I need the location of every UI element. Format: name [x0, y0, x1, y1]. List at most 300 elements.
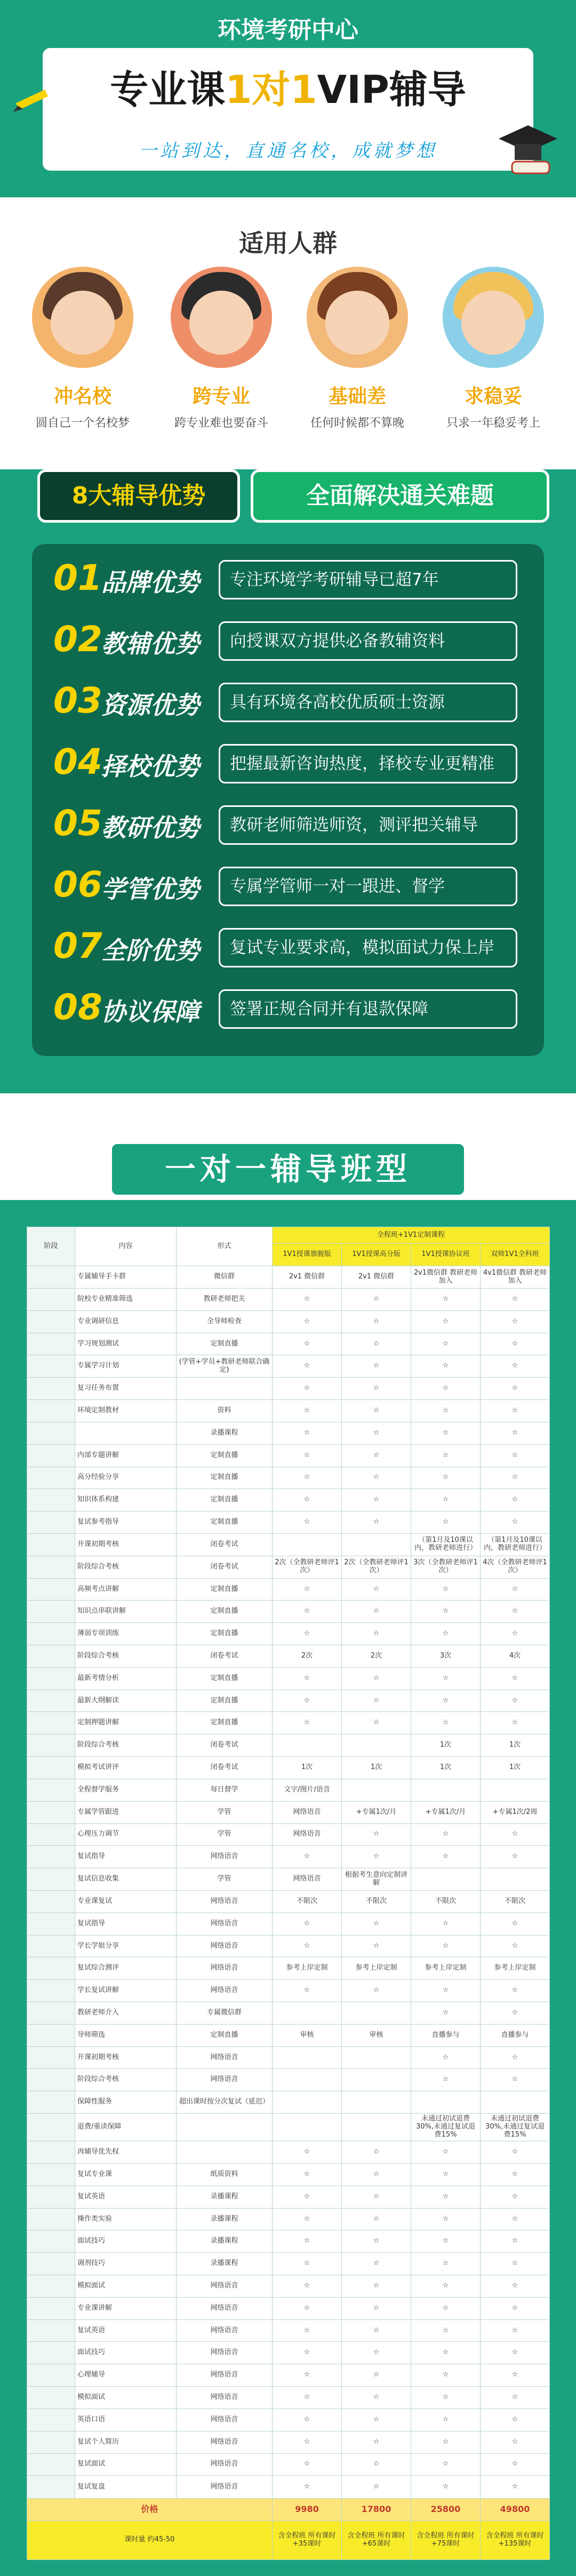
table-cell: ☆ [481, 2230, 550, 2253]
table-row [27, 1913, 550, 1935]
table-cell: 薄弱专项训练 [75, 1623, 177, 1645]
table-cell: ☆ [411, 2069, 481, 2091]
table-plan-row: 1V1授课旗舰版 1V1授课高分版 1V1授课协议班 双师1V1全科班 [27, 1244, 550, 1266]
table-row [27, 1823, 550, 1846]
advantages-panel [32, 544, 544, 1056]
table-cell: ☆ [342, 2163, 411, 2186]
table-cell [481, 1868, 550, 1891]
stage-cell [27, 1913, 75, 1935]
stage-cell [27, 1400, 75, 1422]
table-cell: 学长学姐分享 [75, 1935, 177, 1957]
table-cell: 4次 [481, 1645, 550, 1668]
table-row [27, 2253, 550, 2275]
table-cell: 直播参与 [411, 2024, 481, 2046]
table-cell: 定制直播 [177, 1712, 273, 1734]
table-cell: 定制直播 [177, 1623, 273, 1645]
stage-cell [27, 2476, 75, 2499]
table-cell: 根据考生意向定制讲解 [342, 1868, 411, 1891]
table-cell: 不限次 [481, 1890, 550, 1913]
table-cell: 复试面试 [75, 2453, 177, 2476]
table-cell: ☆ [411, 2208, 481, 2230]
table-cell: 学管 [177, 1801, 273, 1823]
table-cell: 阶段综合考核 [75, 1556, 177, 1578]
stage-cell [27, 1980, 75, 2002]
table-cell: 网络语音 [273, 1823, 342, 1846]
table-cell: ☆ [342, 1355, 411, 1378]
table-cell: 网络语音 [177, 2387, 273, 2409]
table-cell: ☆ [273, 2141, 342, 2164]
table-cell: ☆ [273, 2387, 342, 2409]
table-cell [273, 1533, 342, 1556]
table-cell: 录播课程 [177, 2230, 273, 2253]
table-cell: 高频考点讲解 [75, 1578, 177, 1601]
table-cell: ☆ [481, 1467, 550, 1489]
table-cell: +专属1次/月 [342, 1801, 411, 1823]
audience-list [0, 267, 576, 430]
table-cell: ☆ [411, 1913, 481, 1935]
table-cell: ☆ [411, 2141, 481, 2164]
table-cell [273, 1734, 342, 1757]
stage-cell [27, 1467, 75, 1489]
table-cell: ☆ [481, 2476, 550, 2499]
table-cell: ☆ [342, 1667, 411, 1690]
stage-cell [27, 2387, 75, 2409]
stage-cell [27, 2046, 75, 2069]
advantages-title-right: 全面解决通关难题 [251, 469, 549, 523]
table-cell: 审核 [342, 2024, 411, 2046]
table-row [27, 1757, 550, 1779]
table-cell: 网络语音 [177, 2046, 273, 2069]
table-cell: ☆ [342, 2230, 411, 2253]
stage-cell [27, 1623, 75, 1645]
table-cell: 纸质资料 [177, 2163, 273, 2186]
table-cell: ☆ [411, 2253, 481, 2275]
table-cell: ☆ [342, 1378, 411, 1400]
table-cell: ☆ [481, 2163, 550, 2186]
table-cell: 内部专题讲解 [75, 1444, 177, 1467]
table-cell: ☆ [273, 2163, 342, 2186]
table-cell: 定制直播 [177, 1333, 273, 1355]
advantage-row: 01 品牌优势 专注环境学考研辅导已超7年 [53, 555, 533, 606]
stage-cell [27, 1779, 75, 1801]
table-cell: 2次（全教研老师评1次） [273, 1556, 342, 1578]
table-cell: ☆ [273, 2275, 342, 2298]
table-cell [177, 1378, 273, 1400]
table-cell: 网络语音 [177, 1890, 273, 1913]
table-cell: ☆ [411, 1667, 481, 1690]
table-cell: ☆ [481, 1400, 550, 1422]
table-cell: ☆ [411, 2297, 481, 2319]
table-cell: 定制直播 [177, 1467, 273, 1489]
table-cell: ☆ [411, 2409, 481, 2431]
table-row [27, 1846, 550, 1868]
table-row [27, 2114, 550, 2141]
table-cell: ☆ [273, 1980, 342, 2002]
table-cell: 专业课复试 [75, 1890, 177, 1913]
table-row [27, 1489, 550, 1511]
table-cell: 阶段综合考核 [75, 1645, 177, 1668]
stage-cell [27, 2186, 75, 2208]
table-cell: ☆ [273, 1712, 342, 1734]
table-cell: 心理压力调节 [75, 1823, 177, 1846]
table-cell: 模拟面试 [75, 2387, 177, 2409]
table-cell: ☆ [273, 1378, 342, 1400]
stage-cell [27, 1734, 75, 1757]
table-cell: ☆ [273, 1623, 342, 1645]
stage-cell [27, 2114, 75, 2141]
table-cell: ☆ [411, 2342, 481, 2364]
table-cell: 专属学管跟进 [75, 1801, 177, 1823]
table-cell: ☆ [342, 1913, 411, 1935]
stage-cell [27, 2069, 75, 2091]
table-cell [342, 1779, 411, 1801]
table-cell: ☆ [342, 2319, 411, 2342]
table-cell [273, 2002, 342, 2025]
table-cell: 网络语音 [177, 1913, 273, 1935]
table-cell: 定制押题讲解 [75, 1712, 177, 1734]
table-cell: （第1月及10课以内，教研老师进行） [481, 1533, 550, 1556]
table-row [27, 1556, 550, 1578]
table-row [27, 1400, 550, 1422]
table-row [27, 1779, 550, 1801]
table-cell: ☆ [411, 2364, 481, 2387]
table-cell: 每日督学 [177, 1779, 273, 1801]
table-row [27, 2186, 550, 2208]
table-cell: ☆ [273, 2453, 342, 2476]
table-cell [273, 2046, 342, 2069]
table-cell: 网络语音 [177, 1846, 273, 1868]
table-cell: ☆ [481, 1935, 550, 1957]
table-cell: ☆ [411, 2163, 481, 2186]
table-cell: 3次 [411, 1645, 481, 1668]
table-cell: ☆ [411, 2387, 481, 2409]
table-row [27, 1957, 550, 1980]
table-body [27, 1266, 550, 2499]
table-cell [75, 1422, 177, 1444]
stage-cell [27, 2431, 75, 2453]
table-row [27, 1801, 550, 1823]
table-row [27, 1467, 550, 1489]
stage-cell [27, 1378, 75, 1400]
audience-title: 适用人群 [239, 229, 337, 258]
table-cell: 网络语音 [177, 1957, 273, 1980]
table-cell: 复试专业课 [75, 2163, 177, 2186]
table-cell: ☆ [273, 1444, 342, 1467]
stage-cell [27, 1601, 75, 1623]
table-cell: 1次 [481, 1734, 550, 1757]
advantages-header [37, 469, 539, 523]
stage-cell [27, 2024, 75, 2046]
table-cell: 审核 [273, 2024, 342, 2046]
table-cell: ☆ [481, 2453, 550, 2476]
table-cell [411, 1779, 481, 1801]
table-cell: ☆ [411, 1378, 481, 1400]
table-cell: ☆ [481, 1310, 550, 1333]
table-cell: 模拟面试 [75, 2275, 177, 2298]
table-row [27, 2141, 550, 2164]
table-cell: 定制直播 [177, 1601, 273, 1623]
table-cell: 阶段综合考核 [75, 2069, 177, 2091]
table-cell: ☆ [342, 2453, 411, 2476]
table-cell: ☆ [273, 2364, 342, 2387]
table-cell: 网络语音 [177, 2319, 273, 2342]
table-row [27, 1712, 550, 1734]
table-row [27, 2046, 550, 2069]
table-cell: 2次（全教研老师评1次） [342, 1556, 411, 1578]
table-cell: 闭卷考试 [177, 1734, 273, 1757]
table-cell: 资料 [177, 1400, 273, 1422]
table-cell: ☆ [411, 2431, 481, 2453]
table-row [27, 1310, 550, 1333]
stage-cell [27, 1712, 75, 1734]
table-cell [273, 2091, 342, 2114]
table-cell: 全导师检查 [177, 1310, 273, 1333]
table-cell: ☆ [342, 2141, 411, 2164]
table-cell: 复试英语 [75, 2186, 177, 2208]
table-cell: 专属学习计划 [75, 1355, 177, 1378]
advantage-row: 08 协议保障 签署正规合同并有退款保障 [53, 984, 533, 1035]
table-cell: ☆ [411, 1623, 481, 1645]
table-cell: ☆ [411, 2002, 481, 2025]
table-cell: （第1月及10课以内，教研老师进行） [411, 1533, 481, 1556]
table-cell: ☆ [481, 1444, 550, 1467]
table-cell: 定制直播 [177, 1444, 273, 1467]
table-cell: ☆ [411, 1444, 481, 1467]
table-cell: ☆ [411, 1823, 481, 1846]
table-cell: ☆ [273, 1355, 342, 1378]
table-cell: 3次（全教研老师评1次） [411, 1556, 481, 1578]
table-cell: 再辅导优先权 [75, 2141, 177, 2164]
table-cell: 超出课时按分次复试（延迟） [177, 2091, 273, 2114]
stage-cell [27, 2409, 75, 2431]
table-cell: 网络语音 [177, 2342, 273, 2364]
program-table-section [0, 1200, 576, 2576]
program-heading-area [0, 1093, 576, 1200]
table-cell: 闭卷考试 [177, 1533, 273, 1556]
table-cell: 闭卷考试 [177, 1556, 273, 1578]
table-cell: 定制直播 [177, 1690, 273, 1712]
table-cell: ☆ [273, 1846, 342, 1868]
table-cell: 4次（全教研老师评1次） [481, 1556, 550, 1578]
table-cell: ☆ [342, 1511, 411, 1534]
table-cell: 1次 [481, 1757, 550, 1779]
table-cell: (学管+学员+教研老师联合确定) [177, 1355, 273, 1378]
table-header-row: 阶段 内容 形式 全程班+1V1定制课程 [27, 1227, 550, 1244]
stage-cell [27, 2208, 75, 2230]
table-cell: 院校专业精准筛选 [75, 1289, 177, 1311]
table-cell [411, 2091, 481, 2114]
table-cell: 学管 [177, 1823, 273, 1846]
table-cell: 2次 [342, 1645, 411, 1668]
table-cell: 复试综合测评 [75, 1957, 177, 1980]
table-cell: ☆ [481, 2069, 550, 2091]
table-row [27, 1623, 550, 1645]
table-cell: ☆ [481, 2046, 550, 2069]
table-cell: ☆ [411, 2319, 481, 2342]
table-cell: ☆ [481, 1333, 550, 1355]
headline: 专业课1对1VIP辅导 [110, 67, 466, 112]
table-cell: 网络语音 [177, 2364, 273, 2387]
table-cell: ☆ [342, 1333, 411, 1355]
table-cell: ☆ [411, 1489, 481, 1511]
table-cell: 定制直播 [177, 2024, 273, 2046]
table-cell: 网络语音 [177, 2297, 273, 2319]
table-cell: ☆ [273, 1289, 342, 1311]
table-cell: ☆ [481, 1623, 550, 1645]
stage-cell [27, 1935, 75, 1957]
table-cell: 参考上岸定制 [273, 1957, 342, 1980]
table-cell: ☆ [481, 2387, 550, 2409]
table-row [27, 1422, 550, 1444]
table-cell [411, 1868, 481, 1891]
stage-cell [27, 2319, 75, 2342]
table-cell: ☆ [411, 1846, 481, 1868]
table-cell: ☆ [411, 2230, 481, 2253]
table-cell: ☆ [342, 1823, 411, 1846]
table-row [27, 2387, 550, 2409]
table-cell: ☆ [342, 2208, 411, 2230]
table-cell: ☆ [411, 1712, 481, 1734]
stage-cell [27, 2253, 75, 2275]
table-row [27, 2364, 550, 2387]
table-cell [342, 2114, 411, 2141]
table-cell: 网络语音 [177, 2453, 273, 2476]
table-row [27, 2230, 550, 2253]
table-cell: ☆ [481, 1980, 550, 2002]
table-cell: ☆ [411, 1578, 481, 1601]
table-row [27, 2409, 550, 2431]
table-cell: ☆ [481, 2364, 550, 2387]
table-row [27, 2091, 550, 2114]
table-cell: ☆ [481, 1823, 550, 1846]
table-cell: ☆ [342, 2342, 411, 2364]
table-row [27, 2069, 550, 2091]
table-cell: ☆ [411, 2476, 481, 2499]
table-cell: ☆ [411, 1400, 481, 1422]
stage-cell [27, 1690, 75, 1712]
table-cell: ☆ [411, 1935, 481, 1957]
table-cell: ☆ [342, 2387, 411, 2409]
advantages-section [0, 469, 576, 1093]
top-banner [0, 0, 576, 197]
table-cell: ☆ [411, 1355, 481, 1378]
table-row [27, 1289, 550, 1311]
table-row [27, 2002, 550, 2025]
table-cell: 模拟考试讲评 [75, 1757, 177, 1779]
table-cell: 网络语音 [177, 2409, 273, 2431]
table-cell: ☆ [273, 1400, 342, 1422]
table-cell: 心理辅导 [75, 2364, 177, 2387]
table-cell: ☆ [481, 2253, 550, 2275]
stage-cell [27, 1757, 75, 1779]
table-row [27, 1690, 550, 1712]
table-cell: 阶段综合考核 [75, 1734, 177, 1757]
stage-cell [27, 1489, 75, 1511]
table-cell: 复试英语 [75, 2319, 177, 2342]
table-cell [481, 2091, 550, 2114]
table-cell: 高分经验分享 [75, 1467, 177, 1489]
table-cell: ☆ [481, 1578, 550, 1601]
table-cell: 开课初期考核 [75, 2046, 177, 2069]
table-row [27, 1266, 550, 1289]
table-cell [481, 1779, 550, 1801]
stage-cell [27, 1868, 75, 1891]
table-cell: ☆ [481, 1667, 550, 1690]
table-cell: ☆ [481, 2208, 550, 2230]
stage-cell [27, 2163, 75, 2186]
table-cell: +专属1次/2周 [481, 1801, 550, 1823]
table-cell: 1次 [411, 1757, 481, 1779]
table-cell [342, 2069, 411, 2091]
audience-item: 跨专业 跨专业难也要奋斗 [155, 267, 288, 430]
table-cell: 英语口语 [75, 2409, 177, 2431]
table-cell: ☆ [342, 2364, 411, 2387]
table-cell: ☆ [481, 1601, 550, 1623]
stage-cell [27, 1556, 75, 1578]
table-cell: ☆ [481, 1712, 550, 1734]
stage-cell [27, 1533, 75, 1556]
table-cell: 复试指导 [75, 1846, 177, 1868]
table-cell: 保障性服务 [75, 2091, 177, 2114]
table-cell: 学习规划测试 [75, 1333, 177, 1355]
table-cell: 复试复盘 [75, 2476, 177, 2499]
stage-cell [27, 1355, 75, 1378]
table-cell: ☆ [411, 1980, 481, 2002]
table-cell: ☆ [481, 2297, 550, 2319]
table-row [27, 2275, 550, 2298]
table-cell: 定制直播 [177, 1667, 273, 1690]
table-cell: ☆ [342, 2476, 411, 2499]
stage-cell [27, 2342, 75, 2364]
table-cell: 未通过初试退费30%,未通过复试退费15% [411, 2114, 481, 2141]
table-cell: +专属1次/月 [411, 1801, 481, 1823]
stage-cell [27, 2002, 75, 2025]
table-cell: 录播课程 [177, 2208, 273, 2230]
table-cell: 参考上岸定制 [411, 1957, 481, 1980]
table-cell: ☆ [273, 1511, 342, 1534]
table-cell: 4v1微信群 教研老师加入 [481, 1266, 550, 1289]
stage-cell [27, 1957, 75, 1980]
table-cell: ☆ [342, 1400, 411, 1422]
table-row [27, 1578, 550, 1601]
table-row [27, 1890, 550, 1913]
table-cell: 2次 [273, 1645, 342, 1668]
table-cell: 网络语音 [177, 2069, 273, 2091]
table-cell: ☆ [481, 1511, 550, 1534]
table-cell: 闭卷考试 [177, 1757, 273, 1779]
table-cell: 调剂技巧 [75, 2253, 177, 2275]
table-cell: 面试技巧 [75, 2342, 177, 2364]
table-cell: 开课初期考核 [75, 1533, 177, 1556]
table-row [27, 1868, 550, 1891]
table-cell: 1次 [411, 1734, 481, 1757]
stage-cell [27, 1333, 75, 1355]
table-cell: ☆ [342, 1690, 411, 1712]
stage-cell [27, 2141, 75, 2164]
stage-cell [27, 1890, 75, 1913]
table-cell: ☆ [273, 2342, 342, 2364]
slogan: 一站到达，直通名校，成就梦想 [139, 140, 437, 162]
audience-item: 冲名校 圆自己一个名校梦 [16, 267, 149, 430]
table-row [27, 1444, 550, 1467]
table-cell: 网络语音 [177, 2431, 273, 2453]
table-row [27, 1355, 550, 1378]
table-cell: 复习任务布置 [75, 1378, 177, 1400]
table-cell: ☆ [273, 2297, 342, 2319]
table-cell: 复试指导 [75, 1913, 177, 1935]
stage-cell [27, 1289, 75, 1311]
table-cell: ☆ [411, 1310, 481, 1333]
